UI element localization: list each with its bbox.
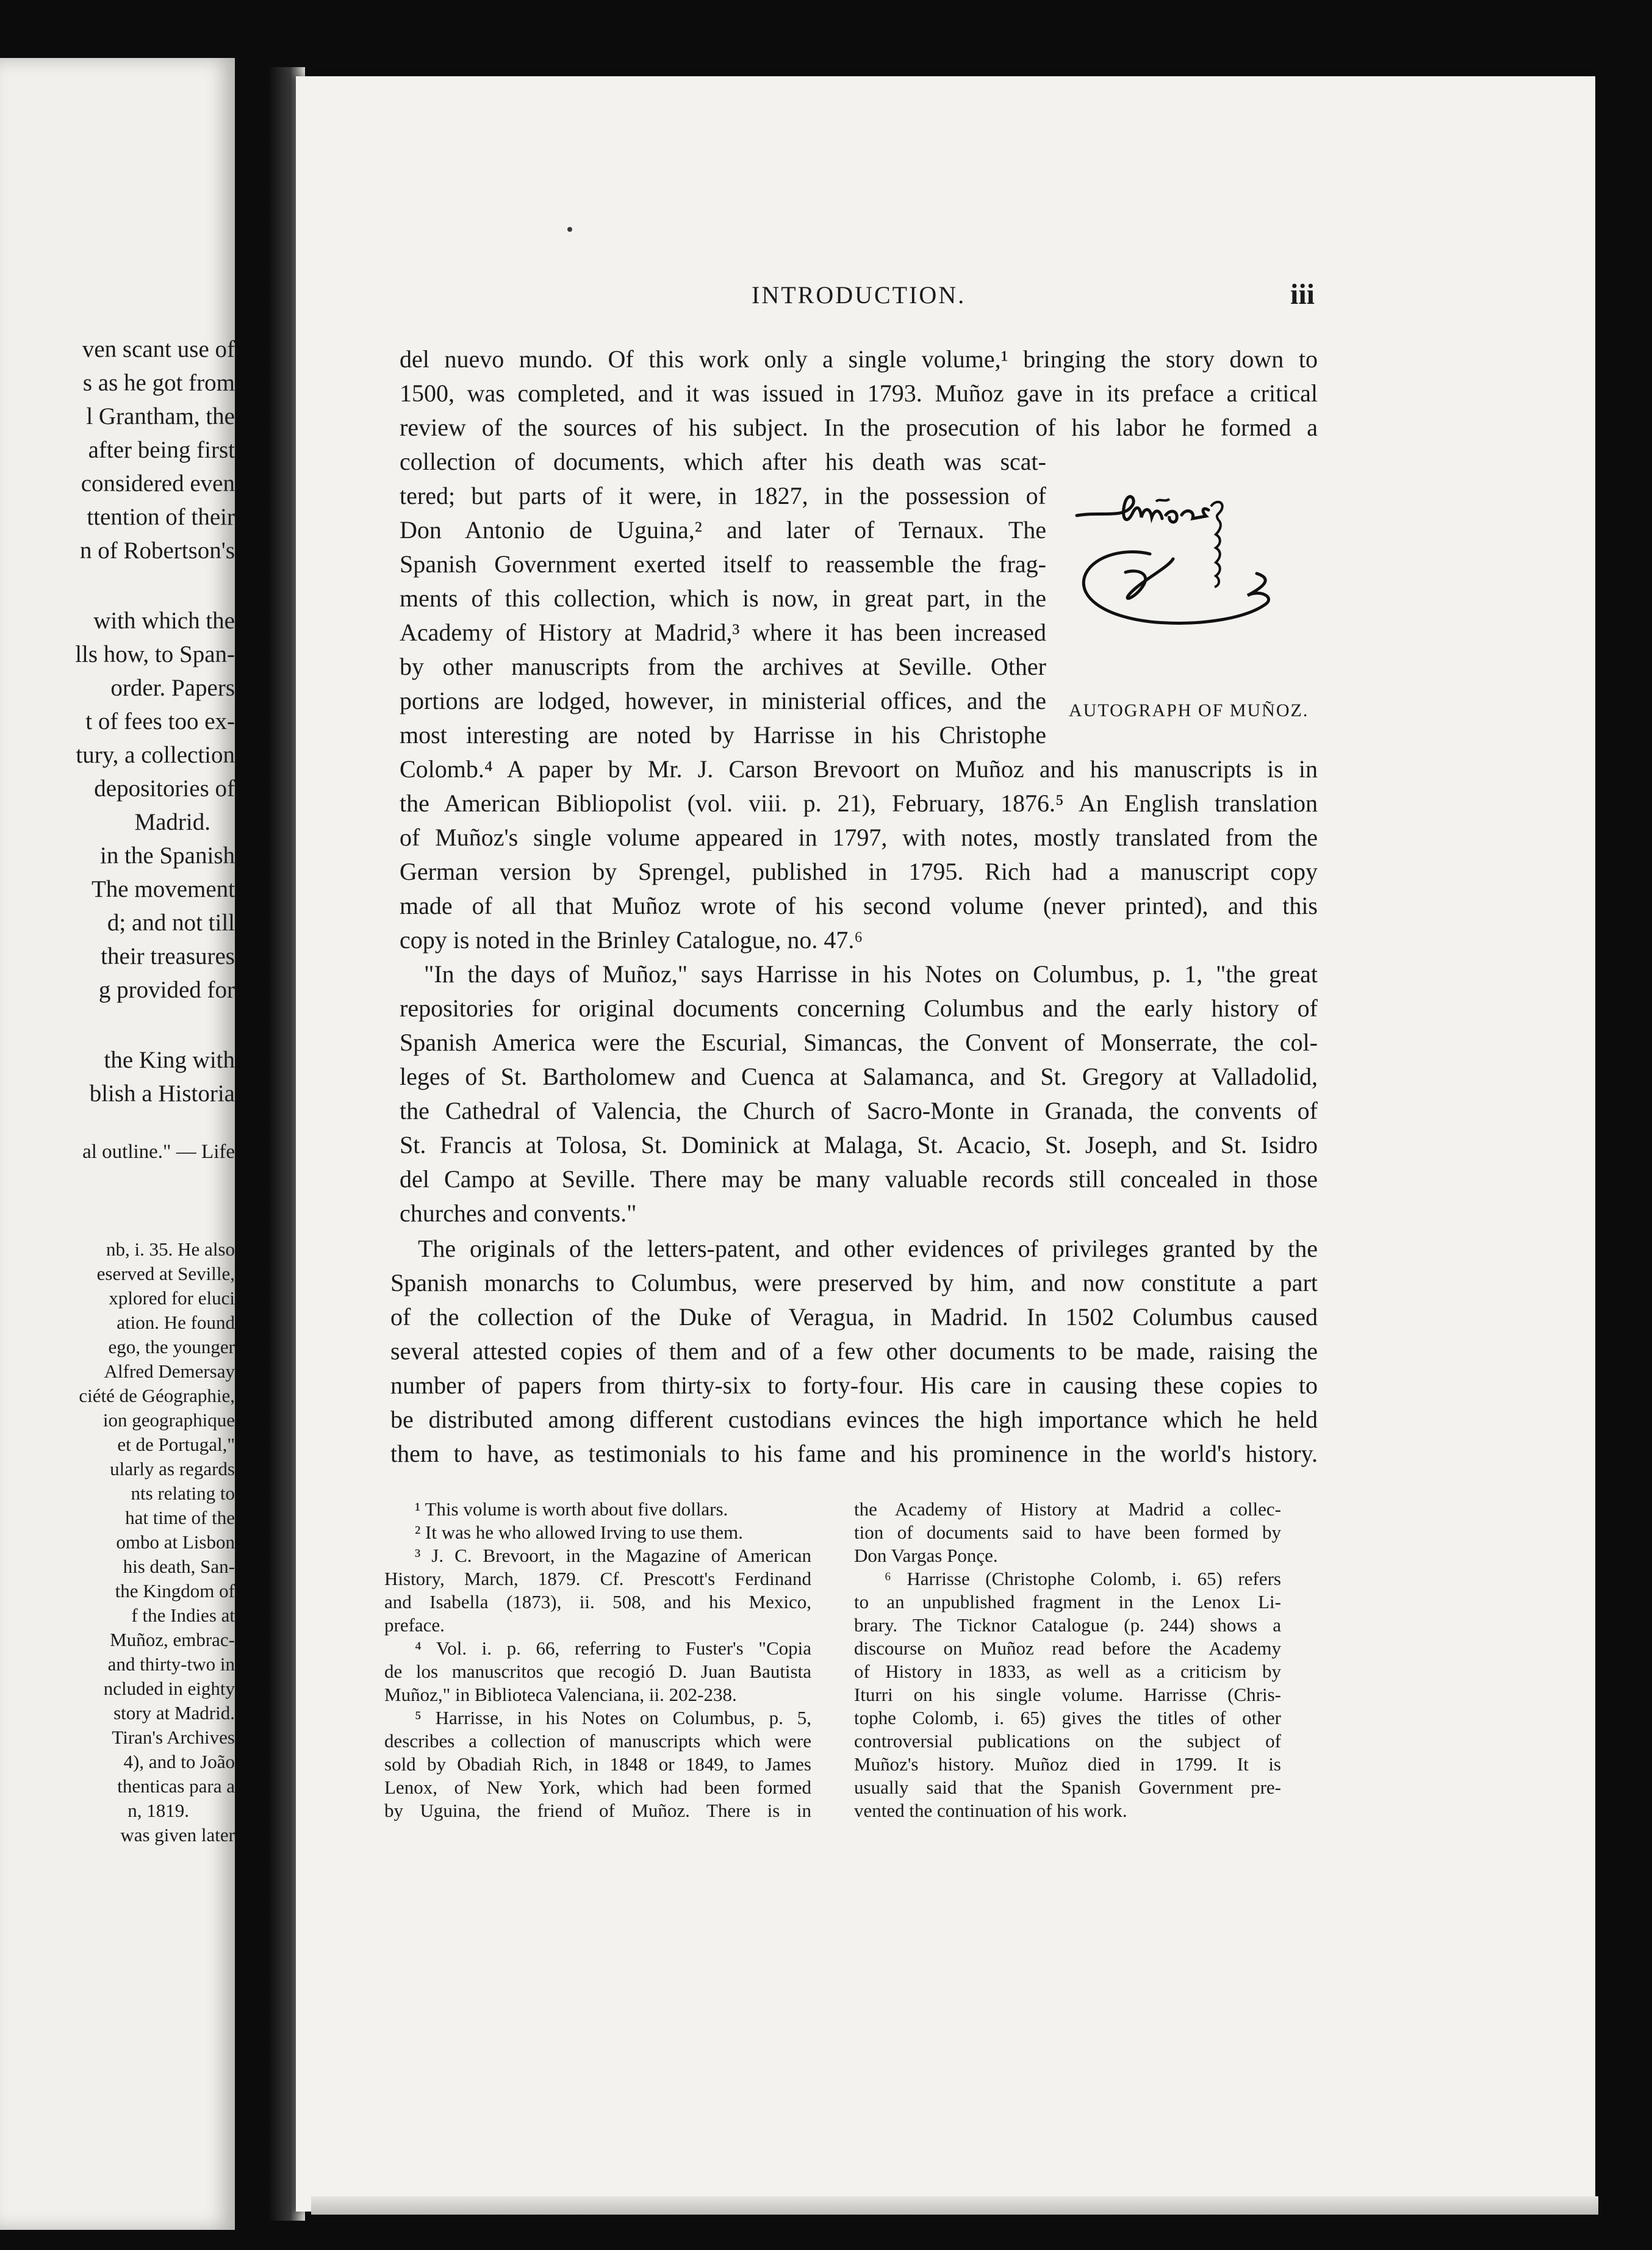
text-line: del nuevo mundo. Of this work only a single volume,¹ bringing the story down to	[400, 345, 1318, 373]
footnote-line: preface.	[384, 1614, 445, 1636]
footnote-line: describes a collection of manuscripts which were	[384, 1730, 811, 1752]
left-note-line: 4), and to João	[123, 1751, 235, 1772]
footnote-line: de los manuscritos que recogió D. Juan Bautista	[384, 1661, 811, 1682]
text-line: be distributed among different custodians evinces the high importance which he held	[390, 1406, 1318, 1433]
left-page-line: al outline." — Life	[82, 1141, 235, 1163]
text-line: portions are lodged, however, in ministerial offices, and the	[400, 687, 1046, 714]
left-note-line: eserved at Seville,	[96, 1263, 235, 1284]
left-page-line: considered even	[81, 470, 235, 497]
footnote-line: sold by Obadiah Rich, in 1848 or 1849, to James	[384, 1753, 811, 1775]
left-page-line: n of Robertson's	[79, 537, 235, 564]
text-line: Don Antonio de Uguina,² and later of Ternaux. The	[400, 516, 1046, 544]
left-note-line: xplored for eluci	[109, 1287, 235, 1309]
footnote-line: by Uguina, the friend of Muñoz. There is in	[384, 1800, 811, 1821]
text-line: by other manuscripts from the archives at Seville. Other	[400, 653, 1046, 680]
text-line: the American Bibliopolist (vol. viii. p. 21), February, 1876.⁵ An English translation	[400, 789, 1318, 817]
text-line: most interesting are noted by Harrisse in his Christophe	[400, 721, 1046, 749]
left-note-line: ciété de Géographie,	[79, 1385, 235, 1406]
left-page-line: blish a Historia	[89, 1080, 235, 1107]
left-note-line: et de Portugal,"	[117, 1434, 235, 1455]
left-note-line: hat time of the	[125, 1507, 235, 1528]
footnote-line: Muñoz's history. Muñoz died in 1799. It is	[854, 1753, 1281, 1775]
left-page-line: in the Spanish	[100, 843, 235, 869]
left-page-line: Madrid.	[134, 809, 210, 835]
text-line: churches and convents."	[400, 1199, 637, 1227]
left-page-line: lls how, to Span-	[75, 641, 235, 667]
text-line: ments of this collection, which is now, in great part, in the	[400, 584, 1046, 612]
left-page-line: d; and not till	[107, 910, 235, 936]
text-line: Spanish monarchs to Columbus, were preserved by him, and now constitute a part	[390, 1269, 1318, 1296]
left-page-line: l Grantham, the	[86, 403, 235, 430]
left-page-line: depositories of	[94, 775, 235, 802]
left-page-line: order. Papers	[110, 675, 235, 701]
footnote-line: ¹ This volume is worth about five dollars.	[415, 1498, 728, 1520]
footnote-line: and Isabella (1873), ii. 508, and his Mexico,	[384, 1591, 811, 1612]
left-note-line: nts relating to	[131, 1483, 235, 1504]
footnote-line: Don Vargas Ponçe.	[854, 1545, 998, 1566]
left-note-line: and thirty-two in	[107, 1653, 235, 1675]
text-line: The originals of the letters-patent, and other evidences of privileges granted by the	[418, 1235, 1318, 1262]
footnote-line: brary. The Ticknor Catalogue (p. 244) shows a	[854, 1614, 1281, 1636]
footnote-line: ³ J. C. Brevoort, in the Magazine of American	[415, 1545, 811, 1566]
footnote-line: History, March, 1879. Cf. Prescott's Ferdinand	[384, 1568, 811, 1589]
text-line: del Campo at Seville. There may be many valuable records still concealed in those	[400, 1165, 1318, 1193]
footnote-line: usually said that the Spanish Government pre-	[854, 1777, 1281, 1798]
footnote-line: ² It was he who allowed Irving to use them.	[415, 1522, 743, 1543]
left-page-line: the King with	[104, 1047, 235, 1073]
text-line: leges of St. Bartholomew and Cuenca at Salamanca, and St. Gregory at Valladolid,	[400, 1063, 1318, 1090]
left-page-line: with which the	[93, 608, 235, 634]
left-note-line: story at Madrid.	[113, 1702, 235, 1723]
left-note-line: ego, the younger	[108, 1336, 235, 1357]
text-line: copy is noted in the Brinley Catalogue, no. 47.⁶	[400, 926, 863, 954]
page-number: iii	[1290, 278, 1315, 311]
footnote-line: tophe Colomb, i. 65) gives the titles of other	[854, 1707, 1281, 1728]
footnote-line: of History in 1833, as well as a criticism by	[854, 1661, 1281, 1682]
left-note-line: Alfred Demersay	[104, 1360, 235, 1382]
left-note-line: ularly as regards	[110, 1458, 235, 1479]
text-line: St. Francis at Tolosa, St. Dominick at Malaga, St. Acacio, St. Joseph, and St. Isidro	[400, 1131, 1318, 1159]
text-line: them to have, as testimonials to his fame and his prominence in the world's history.	[390, 1440, 1318, 1467]
text-line: Academy of History at Madrid,³ where it has been increased	[400, 619, 1046, 646]
footnote-line: ⁵ Harrisse, in his Notes on Columbus, p. 5,	[415, 1707, 811, 1728]
left-note-line: ombo at Lisbon	[116, 1531, 235, 1553]
left-page-line: their treasures	[101, 943, 235, 969]
text-line: of the collection of the Duke of Veragua, in Madrid. In 1502 Columbus caused	[390, 1303, 1318, 1331]
left-note-line: ation. He found	[117, 1312, 235, 1333]
text-line: number of papers from thirty-six to forty-four. His care in causing these copies to	[390, 1371, 1318, 1399]
left-page-line: g provided for	[98, 977, 235, 1003]
text-line: the Cathedral of Valencia, the Church of Sacro-Monte in Granada, the convents of	[400, 1097, 1318, 1124]
text-line: tered; but parts of it were, in 1827, in the possession of	[400, 482, 1046, 509]
autograph-caption: AUTOGRAPH OF MUÑOZ.	[1069, 700, 1309, 721]
text-line: Spanish Government exerted itself to reassemble the frag-	[400, 550, 1046, 578]
speck	[567, 227, 572, 232]
footnote-line: Muñoz," in Biblioteca Valenciana, ii. 202-238.	[384, 1684, 737, 1705]
left-page-line: ttention of their	[87, 504, 235, 530]
left-note-line: Muñoz, embrac-	[110, 1629, 235, 1650]
footnote-line: discourse on Muñoz read before the Academy	[854, 1637, 1281, 1659]
left-page-line: after being first	[88, 437, 235, 463]
footnote-line: tion of documents said to have been formed by	[854, 1522, 1281, 1543]
left-page-line: ven scant use of	[82, 336, 235, 362]
left-page-line: s as he got from	[82, 370, 235, 396]
footnote-line: Iturri on his single volume. Harrisse (Chris-	[854, 1684, 1281, 1705]
left-note-line: Tiran's Archives	[112, 1727, 235, 1748]
text-line: German version by Sprengel, published in 1795. Rich had a manuscript copy	[400, 858, 1318, 885]
footnote-line: ⁶ Harrisse (Christophe Colomb, i. 65) refers	[885, 1568, 1281, 1589]
text-line: several attested copies of them and of a few other documents to be made, raising the	[390, 1337, 1318, 1365]
footnote-line: Lenox, of New York, which had been formed	[384, 1777, 811, 1798]
left-page-line: t of fees too ex-	[85, 708, 235, 735]
autograph-signature	[1065, 482, 1309, 671]
left-page	[0, 58, 235, 2230]
footnote-line: controversial publications on the subject of	[854, 1730, 1281, 1752]
text-line: repositories for original documents concerning Columbus and the early history of	[400, 994, 1318, 1022]
footnote-line: to an unpublished fragment in the Lenox Li-	[854, 1591, 1281, 1612]
left-note-line: thenticas para a	[117, 1775, 235, 1797]
text-line: made of all that Muñoz wrote of his second volume (never printed), and this	[400, 892, 1318, 919]
left-note-line: the Kingdom of	[115, 1580, 235, 1601]
left-note-line: nb, i. 35. He also	[106, 1238, 235, 1260]
text-line: collection of documents, which after his death was scat-	[400, 448, 1046, 475]
text-line: review of the sources of his subject. In the prosecution of his labor he formed a	[400, 414, 1318, 441]
text-line: 1500, was completed, and it was issued in 1793. Muñoz gave in its preface a critical	[400, 379, 1318, 407]
footnote-line: vented the continuation of his work.	[854, 1800, 1127, 1821]
page-bottom-edge	[311, 2196, 1598, 2215]
left-note-line: ion geographique	[102, 1409, 235, 1431]
text-line: "In the days of Muñoz," says Harrisse in his Notes on Columbus, p. 1, "the great	[424, 960, 1318, 988]
left-page-line: The movement	[91, 876, 235, 902]
left-note-line: was given later	[120, 1824, 235, 1846]
left-note-line: his death, San-	[123, 1556, 235, 1577]
left-note-line: n, 1819.	[127, 1800, 189, 1821]
left-page-line: tury, a collection	[76, 742, 235, 768]
text-line: Colomb.⁴ A paper by Mr. J. Carson Brevoort on Muñoz and his manuscripts is in	[400, 755, 1318, 783]
text-line: Spanish America were the Escurial, Simancas, the Convent of Monserrate, the col-	[400, 1029, 1318, 1056]
left-note-line: ncluded in eighty	[103, 1678, 235, 1699]
footnote-line: the Academy of History at Madrid a collec-	[854, 1498, 1281, 1520]
left-note-line: f the Indies at	[131, 1605, 235, 1626]
text-line: of Muñoz's single volume appeared in 1797, with notes, mostly translated from the	[400, 824, 1318, 851]
footnote-line: ⁴ Vol. i. p. 66, referring to Fuster's "Copia	[415, 1637, 811, 1659]
running-head: INTRODUCTION.	[752, 281, 966, 309]
